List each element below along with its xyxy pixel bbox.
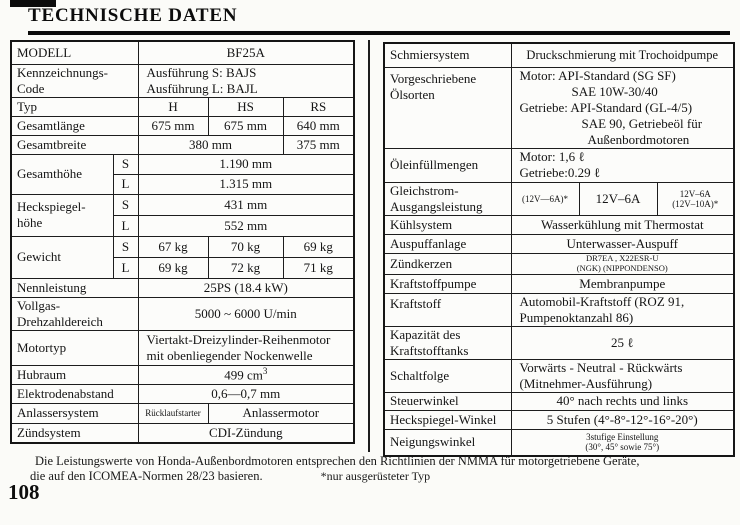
table-row xyxy=(384,274,734,293)
cell-label: Neigungswinkel xyxy=(384,429,511,456)
table-row xyxy=(384,392,734,410)
cell-label: Elektrodenabstand xyxy=(11,384,138,403)
cell-label: Schmiersystem xyxy=(384,43,511,67)
label-line: Heckspiegel- xyxy=(17,199,86,214)
cell-value: 5 Stufen (4°-8°-12°-16°-20°) xyxy=(511,410,734,429)
table-row xyxy=(384,43,734,67)
cell-value: 25 ℓ xyxy=(511,326,734,359)
label-line: Drehzahldereich xyxy=(17,313,103,329)
table-row xyxy=(11,365,354,384)
cell-label: Motortyp xyxy=(11,330,138,365)
table-row xyxy=(384,359,734,392)
value-line: (NGK) (NIPPONDENSO) xyxy=(576,262,668,273)
cell-value: 675 mm xyxy=(138,116,208,135)
table-row xyxy=(11,97,354,116)
cell-value: 375 mm xyxy=(283,135,354,154)
value-line: Ausführung S: BAJS xyxy=(146,64,257,80)
cell-label xyxy=(384,67,511,148)
cell-label: Schaltfolge xyxy=(384,359,511,392)
cell-label: Typ xyxy=(11,97,138,116)
value-line: SAE 90, Getriebeöl für xyxy=(581,115,703,131)
cell-label: Heckspiegel-Winkel xyxy=(384,410,511,429)
value-line: Ausführung L: BAJL xyxy=(146,80,258,96)
cell-label xyxy=(384,182,511,215)
table-row xyxy=(11,64,354,97)
table-row xyxy=(384,234,734,253)
cell-value: H xyxy=(138,97,208,116)
page-title: TECHNISCHE DATEN xyxy=(28,5,238,26)
page-number: 108 xyxy=(8,480,40,504)
label-line: Code xyxy=(17,80,45,96)
cell-label: Gesamtbreite xyxy=(11,135,138,154)
cell-value: CDI-Zündung xyxy=(138,423,354,443)
cell-value: BF25A xyxy=(138,41,354,64)
table-row xyxy=(384,253,734,274)
cell-label: Kühlsystem xyxy=(384,215,511,234)
table-row xyxy=(11,423,354,443)
value-line: (12V–10A)* xyxy=(672,198,719,209)
cell-value: 380 mm xyxy=(138,135,283,154)
cell-value xyxy=(511,253,734,274)
cell-value: 67 kg xyxy=(138,236,208,257)
cell-value: 12V–6A xyxy=(579,182,657,215)
column-divider xyxy=(368,40,370,452)
value-line: Außenbordmotoren xyxy=(587,131,690,147)
table-row xyxy=(384,215,734,234)
cell-label: Anlassersystem xyxy=(11,403,138,423)
footnote-line-2-text: die auf den ICOMEA-Normen 28/23 basieren. xyxy=(30,469,263,483)
cell-label: Kraftstoffpumpe xyxy=(384,274,511,293)
cell-label: Steuerwinkel xyxy=(384,392,511,410)
value-line: Motor: 1,6 ℓ xyxy=(519,149,585,164)
cell-value: 71 kg xyxy=(283,257,354,278)
cell-label: Zündsystem xyxy=(11,423,138,443)
table-row xyxy=(384,326,734,359)
spec-table-right xyxy=(383,42,735,457)
cell-value: 69 kg xyxy=(283,236,354,257)
cell-label xyxy=(384,326,511,359)
cell-value: Rücklaufstarter xyxy=(138,403,208,423)
table-row xyxy=(11,236,354,257)
cell-value xyxy=(511,67,734,148)
cell-value: 1.190 mm xyxy=(138,154,354,174)
label-line: Kapazität des xyxy=(390,326,461,342)
cell-value xyxy=(138,330,354,365)
cell-label: Hubraum xyxy=(11,365,138,384)
value-line: Viertakt-Dreizylinder-Reihenmotor xyxy=(146,331,331,347)
label-line: höhe xyxy=(17,215,43,230)
cell-value xyxy=(511,429,734,456)
label-line: Vorgeschriebene xyxy=(390,70,477,86)
cell-sublabel: S xyxy=(113,154,138,174)
table-row xyxy=(384,148,734,182)
value-line: Automobil-Kraftstoff (ROZ 91, xyxy=(519,293,685,309)
table-row xyxy=(11,278,354,297)
cell-value: Membranpumpe xyxy=(511,274,734,293)
label-line: Ölsorten xyxy=(390,86,435,102)
table-row xyxy=(384,429,734,456)
cell-label: MODELL xyxy=(11,41,138,64)
cell-label: Gewicht xyxy=(11,236,113,278)
table-row xyxy=(11,384,354,403)
cell-value xyxy=(138,64,354,97)
cell-value xyxy=(511,359,734,392)
value-line: (30°, 45° sowie 75°) xyxy=(585,442,660,453)
cell-value: 72 kg xyxy=(208,257,283,278)
label-line: Kennzeichnungs- xyxy=(17,64,108,80)
value-line: 3stufige Einstellung xyxy=(586,432,659,443)
table-row xyxy=(384,67,734,148)
value-line: Pumpenoktanzahl 86) xyxy=(519,309,634,325)
value-line: Getriebe: API-Standard (GL-4/5) xyxy=(519,99,693,115)
cell-value: Anlassermotor xyxy=(208,403,354,423)
footnote-line-2 xyxy=(30,469,730,484)
cell-label xyxy=(11,194,113,236)
cell-value: Unterwasser-Auspuff xyxy=(511,234,734,253)
cell-value: 1.315 mm xyxy=(138,174,354,194)
table-row xyxy=(11,154,354,174)
cell-sublabel: L xyxy=(113,215,138,236)
label-line: Kraftstofftanks xyxy=(390,342,469,358)
label-line: Ausgangsleistung xyxy=(390,198,483,214)
value-text: 499 cm xyxy=(224,367,263,383)
cell-label: Öleinfüllmengen xyxy=(384,148,511,182)
cell-label: Gesamtlänge xyxy=(11,116,138,135)
cell-value xyxy=(511,148,734,182)
cell-label: Nennleistung xyxy=(11,278,138,297)
cell-sublabel: S xyxy=(113,236,138,257)
table-row xyxy=(11,297,354,330)
value-superscript: 3 xyxy=(262,365,268,376)
cell-value: 552 mm xyxy=(138,215,354,236)
cell-value: 675 mm xyxy=(208,116,283,135)
value-line: SAE 10W-30/40 xyxy=(571,83,658,99)
cell-value xyxy=(511,293,734,326)
table-row xyxy=(384,410,734,429)
cell-label: Zündkerzen xyxy=(384,253,511,274)
spec-table-left xyxy=(10,40,355,444)
value-line: Motor: API-Standard (SG SF) xyxy=(519,67,676,83)
cell-value: 0,6—0,7 mm xyxy=(138,384,354,403)
table-row xyxy=(11,403,354,423)
cell-sublabel: S xyxy=(113,194,138,215)
table-row xyxy=(11,330,354,365)
cell-value: 69 kg xyxy=(138,257,208,278)
table-row xyxy=(11,135,354,154)
cell-value: (12V—6A)* xyxy=(511,182,579,215)
value-line: 12V–6A xyxy=(679,188,711,199)
cell-label: Auspuffanlage xyxy=(384,234,511,253)
label-line: Gleichstrom- xyxy=(390,182,459,198)
cell-sublabel: L xyxy=(113,174,138,194)
cell-value: Druckschmierung mit Trochoidpumpe xyxy=(511,43,734,67)
value-line: Getriebe:0.29 ℓ xyxy=(519,165,601,180)
title-rule xyxy=(28,31,730,35)
cell-sublabel: L xyxy=(113,257,138,278)
table-row xyxy=(11,116,354,135)
table-row xyxy=(384,293,734,326)
label-line: Vollgas- xyxy=(17,297,61,313)
cell-value: Wasserkühlung mit Thermostat xyxy=(511,215,734,234)
value-line: Vorwärts - Neutral - Rückwärts xyxy=(519,359,683,375)
cell-label: Gesamthöhe xyxy=(11,154,113,194)
cell-value: 640 mm xyxy=(283,116,354,135)
table-row xyxy=(11,194,354,215)
cell-value: 25PS (18.4 kW) xyxy=(138,278,354,297)
cell-value: RS xyxy=(283,97,354,116)
value-line: (Mitnehmer-Ausführung) xyxy=(519,375,653,391)
cell-value xyxy=(657,182,734,215)
value-line: DR7EA , X22ESR-U xyxy=(586,253,659,263)
cell-value xyxy=(138,365,354,384)
cell-label xyxy=(11,297,138,330)
value-line: mit obenliegender Nockenwelle xyxy=(146,347,313,363)
cell-label: Kraftstoff xyxy=(384,293,511,326)
cell-value: 70 kg xyxy=(208,236,283,257)
cell-value: 431 mm xyxy=(138,194,354,215)
footnote-line-1: Die Leistungswerte von Honda-Außenbordmotoren entsprechen den Richtlinien der NMMA für motorgetriebene Geräte, xyxy=(35,454,640,468)
cell-value: HS xyxy=(208,97,283,116)
table-row xyxy=(384,182,734,215)
cell-value: 40° nach rechts und links xyxy=(511,392,734,410)
asterisk-note: *nur ausgerüsteter Typ xyxy=(320,469,431,483)
cell-value: 5000 ~ 6000 U/min xyxy=(138,297,354,330)
cell-label xyxy=(11,64,138,97)
table-row xyxy=(11,41,354,64)
